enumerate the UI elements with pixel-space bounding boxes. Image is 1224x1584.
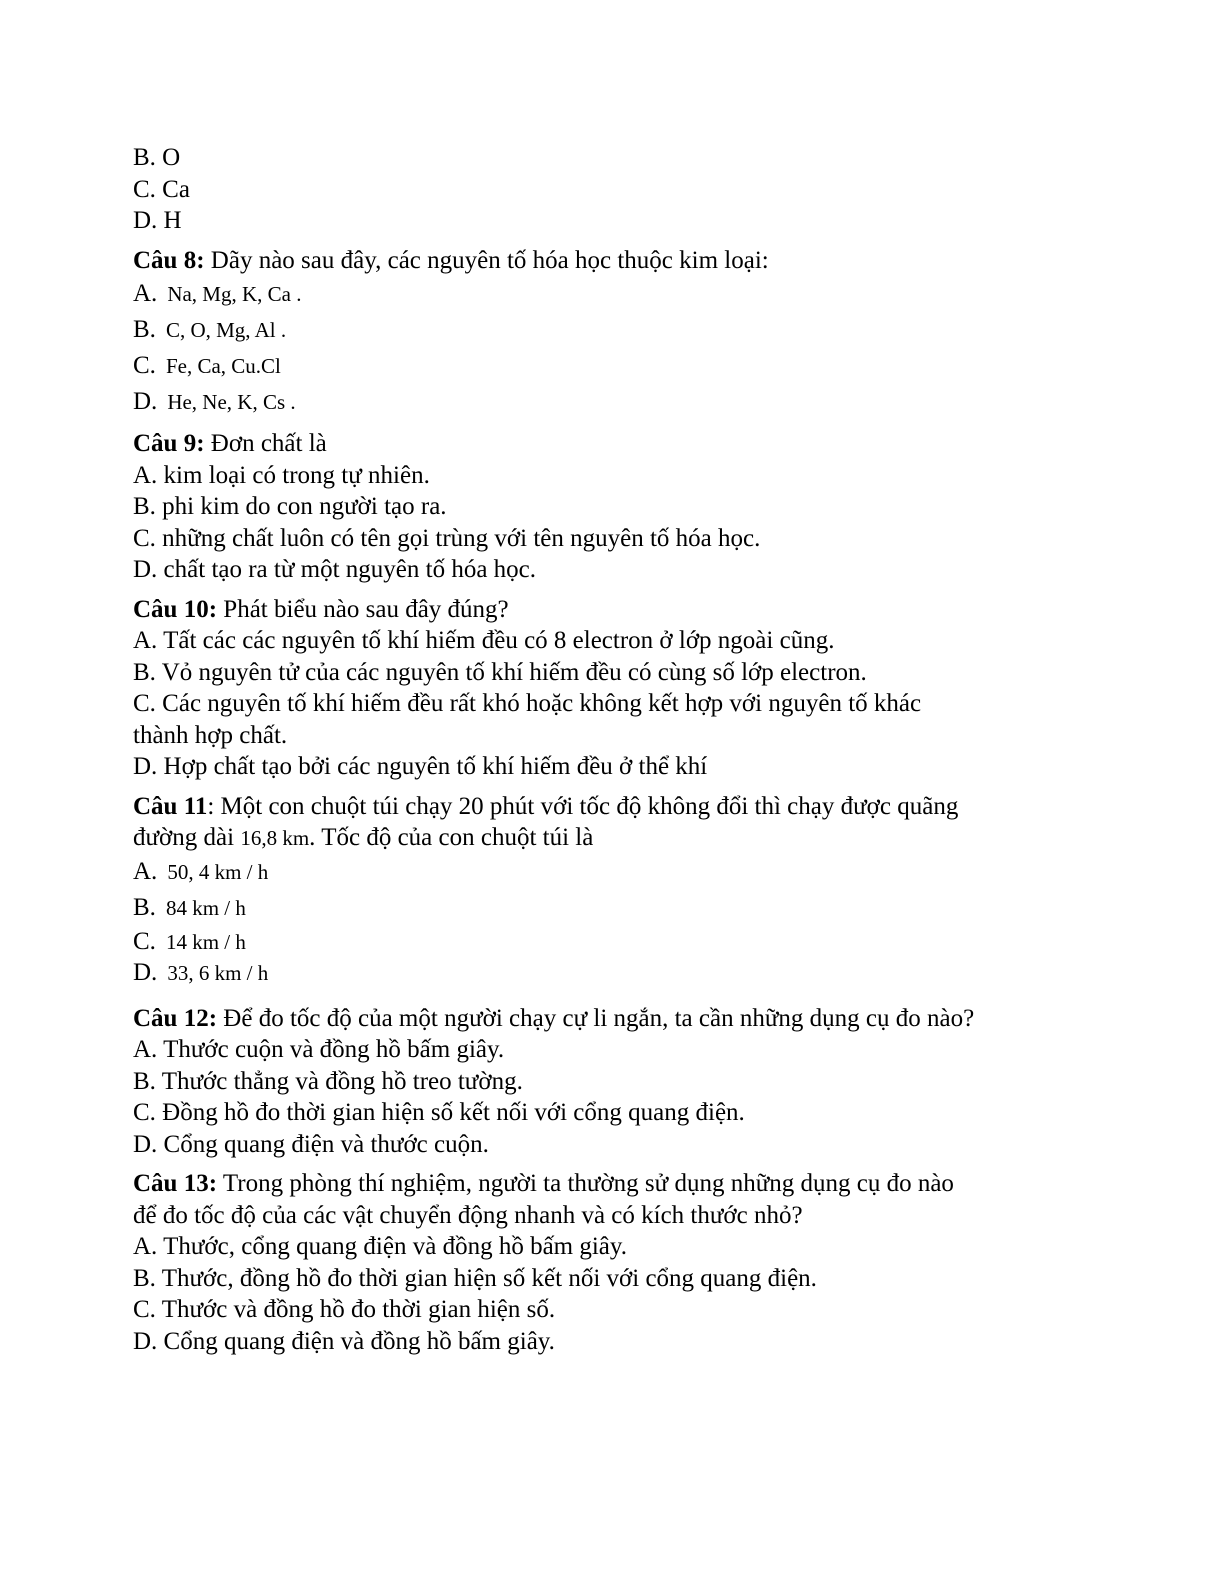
option-b: B. phi kim do con người tạo ra. <box>133 493 447 520</box>
option-b: B. O <box>133 144 181 171</box>
option-b <box>133 890 1093 926</box>
question-11-text: : Một con chuột túi chạy 20 phút với tốc độ không đổi thì chạy được quãng <box>207 792 959 820</box>
option-c: C. Đồng hồ đo thời gian hiện số kết nối với cổng quang điện. <box>133 1099 745 1126</box>
option-formula: Fe, Ca, Cu.Cl <box>165 354 281 378</box>
question-8-label: Câu 8: <box>133 246 205 274</box>
option-b: B. Thước, đồng hồ đo thời gian hiện số kết nối với cổng quang điện. <box>133 1264 817 1292</box>
question-11-text-continued <box>133 822 1093 854</box>
question-9-title <box>133 428 1093 460</box>
question-13 <box>133 1168 1093 1357</box>
question-9-text: Đơn chất là <box>204 430 327 457</box>
option-letter: A. <box>133 857 158 885</box>
option-c <box>133 926 1093 958</box>
option-c: C. Thước và đồng hồ đo thời gian hiện số. <box>133 1296 556 1323</box>
question-12 <box>133 1003 1093 1161</box>
question-10 <box>133 594 1093 783</box>
option-formula: 84 km / h <box>165 895 246 920</box>
option-formula: 14 km / h <box>165 929 246 954</box>
option-formula: 33, 6 km / h <box>167 961 269 985</box>
option-letter: B. <box>133 316 156 343</box>
question-10-label: Câu 10: <box>133 595 218 623</box>
document-page <box>133 142 1093 1357</box>
question-13-label: Câu 13: <box>133 1170 218 1197</box>
option-d: D. H <box>133 207 182 234</box>
option-d <box>133 957 1093 989</box>
question-13-text-continued: để đo tốc độ của các vật chuyển động nhanh và có kích thước nhỏ? <box>133 1201 803 1229</box>
question-13-title <box>133 1168 1093 1200</box>
option-d: D. Cổng quang điện và đồng hồ bấm giây. <box>133 1327 555 1355</box>
question-8 <box>133 245 1093 421</box>
question-11-text-part: . Tốc độ của con chuột túi là <box>309 824 594 851</box>
option-letter: A. <box>133 280 158 307</box>
option-d <box>133 384 1093 420</box>
option-d: D. Cổng quang điện và thước cuộn. <box>133 1130 489 1158</box>
question-9 <box>133 428 1093 586</box>
option-c-continued: thành hợp chất. <box>133 721 288 749</box>
question-11-title <box>133 791 1093 823</box>
option-a: A. Thước, cổng quang điện và đồng hồ bấm giây. <box>133 1233 628 1260</box>
option-letter: D. <box>133 959 158 986</box>
question-11-label: Câu 11 <box>133 792 208 820</box>
option-formula: 50, 4 km / h <box>167 859 269 884</box>
question-10-text: Phát biểu nào sau đây đúng? <box>217 595 509 623</box>
option-b: B. Thước thẳng và đồng hồ treo tường. <box>133 1067 523 1095</box>
question-7-tail <box>133 142 1093 237</box>
option-a: A. kim loại có trong tự nhiên. <box>133 461 430 489</box>
option-letter: C. <box>133 927 156 955</box>
question-8-title <box>133 245 1093 277</box>
question-12-text: Để đo tốc độ của một người chạy cự li ngắn, ta cần những dụng cụ đo nào? <box>217 1004 975 1032</box>
option-c: C. Ca <box>133 175 190 203</box>
option-b: B. Vỏ nguyên tử của các nguyên tố khí hiếm đều có cùng số lớp electron. <box>133 658 867 686</box>
question-8-text: Dãy nào sau đây, các nguyên tố hóa học thuộc kim loại: <box>204 246 769 274</box>
option-a <box>133 854 1093 890</box>
question-10-title <box>133 594 1093 626</box>
option-letter: D. <box>133 388 158 415</box>
question-13-text: Trong phòng thí nghiệm, người ta thường sử dụng những dụng cụ đo nào <box>217 1170 954 1197</box>
option-c <box>133 348 1093 384</box>
option-a <box>133 276 1093 312</box>
question-9-label: Câu 9: <box>133 430 205 457</box>
option-formula: He, Ne, K, Cs . <box>167 390 296 414</box>
option-d: D. chất tạo ra từ một nguyên tố hóa học. <box>133 556 537 583</box>
option-formula: C, O, Mg, Al . <box>165 318 287 342</box>
option-c: C. những chất luôn có tên gọi trùng với tên nguyên tố hóa học. <box>133 524 761 552</box>
option-d: D. Hợp chất tạo bởi các nguyên tố khí hiếm đều ở thể khí <box>133 753 708 780</box>
question-11 <box>133 791 1093 989</box>
question-11-text-part: đường dài <box>133 824 241 851</box>
question-12-label: Câu 12: <box>133 1004 218 1032</box>
distance-value: 16,8 km <box>240 826 310 850</box>
option-a: A. Thước cuộn và đồng hồ bấm giây. <box>133 1036 505 1063</box>
option-letter: C. <box>133 352 156 379</box>
option-a: A. Tất các các nguyên tố khí hiếm đều có 8 electron ở lớp ngoài cũng. <box>133 627 835 654</box>
option-c: C. Các nguyên tố khí hiếm đều rất khó hoặc không kết hợp với nguyên tố khác <box>133 690 922 717</box>
question-12-title <box>133 1003 1093 1035</box>
option-letter: B. <box>133 893 156 921</box>
option-formula: Na, Mg, K, Ca . <box>167 282 302 306</box>
option-b <box>133 312 1093 348</box>
